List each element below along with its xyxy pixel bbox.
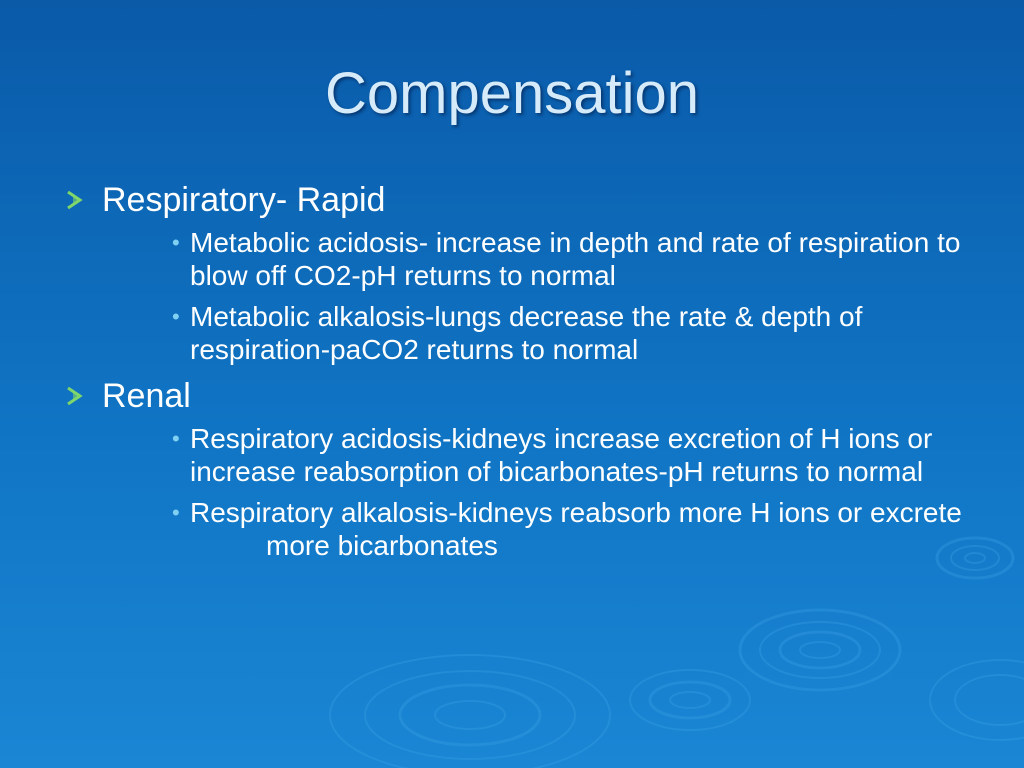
sub-bullet <box>170 300 970 366</box>
slide-title: Compensation <box>325 61 699 126</box>
sub-bullet-text: Metabolic alkalosis-lungs decrease the rate & depth of respiration-paCO2 returns to normal <box>190 301 863 365</box>
sub-bullet-list <box>62 422 982 562</box>
chevron-arrow-icon <box>64 189 86 211</box>
dot-icon: • <box>172 230 180 255</box>
slide-content <box>62 180 982 572</box>
bullet-respiratory <box>62 180 982 220</box>
dot-icon: • <box>172 500 180 525</box>
sub-bullet-text: Respiratory acidosis-kidneys increase excretion of H ions or increase reabsorption of bicarbonates-pH returns to normal <box>190 423 933 487</box>
sub-bullet <box>170 422 970 488</box>
bullet-heading: Renal <box>102 377 191 415</box>
dot-icon: • <box>172 304 180 329</box>
sub-bullet-text: Respiratory alkalosis-kidneys reabsorb more H ions or excrete <box>190 497 962 528</box>
chevron-arrow-icon <box>64 385 86 407</box>
dot-icon: • <box>172 426 180 451</box>
sub-bullet-continuation: more bicarbonates <box>266 530 498 561</box>
bullet-heading: Respiratory- Rapid <box>102 181 386 219</box>
sub-bullet-text: Metabolic acidosis- increase in depth and rate of respiration to blow off CO2-pH returns to normal <box>190 227 961 291</box>
bullet-renal <box>62 376 982 416</box>
sub-bullet-list <box>62 226 982 366</box>
sub-bullet <box>170 226 970 292</box>
sub-bullet <box>170 496 970 562</box>
